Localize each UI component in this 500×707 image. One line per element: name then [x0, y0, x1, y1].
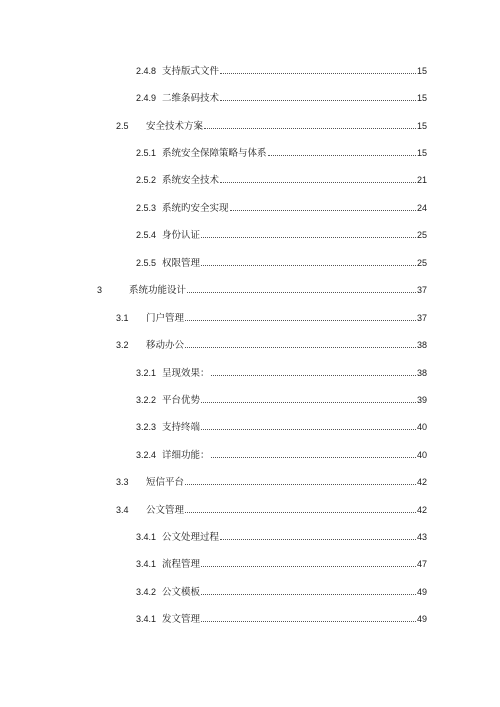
- toc-entry-page: 37: [416, 313, 427, 323]
- toc-entry[interactable]: [136, 65, 427, 77]
- toc-entry[interactable]: [136, 558, 427, 570]
- toc-entry[interactable]: [136, 586, 427, 598]
- toc-entry-page: 15: [416, 66, 427, 76]
- toc-entry-title: 平台优势: [162, 395, 201, 406]
- toc-leader-dots: [185, 347, 416, 348]
- toc-entry-title: 详细功能：: [162, 450, 210, 461]
- toc-entry-title: 移动办公: [146, 340, 185, 351]
- toc-entry[interactable]: [116, 504, 427, 516]
- toc-leader-dots: [201, 621, 416, 622]
- toc-entry-number: 3.2.4: [136, 450, 157, 460]
- toc-entry-page: 25: [416, 230, 427, 240]
- toc-entry-title: 门户管理: [146, 313, 185, 324]
- toc-entry[interactable]: [136, 394, 427, 406]
- toc-entry-page: 25: [416, 258, 427, 268]
- toc-entry-number: 3.4.1: [136, 614, 157, 624]
- toc-entry-number: 3.2.3: [136, 422, 157, 432]
- toc-entry-page: 40: [416, 450, 427, 460]
- toc-entry[interactable]: [136, 257, 427, 269]
- toc-entry-title: 系统旳安全实现: [162, 203, 229, 214]
- toc-entry-number: 3.4.2: [136, 587, 157, 597]
- toc-leader-dots: [201, 237, 416, 238]
- toc-entry-title: 流程管理: [162, 559, 201, 570]
- toc-entry-number: 2.5.3: [136, 203, 157, 213]
- toc-leader-dots: [185, 484, 416, 485]
- toc-entry-number: 3.3: [116, 477, 129, 487]
- toc-entry-number: 3.4.1: [136, 559, 157, 569]
- toc-entry-number: 2.5: [116, 121, 129, 131]
- toc-entry-page: 24: [416, 203, 427, 213]
- toc-entry-page: 49: [416, 587, 427, 597]
- toc-leader-dots: [201, 429, 416, 430]
- toc-entry-number: 2.4.8: [136, 66, 157, 76]
- toc-leader-dots: [185, 512, 416, 513]
- toc-entry-page: 42: [416, 477, 427, 487]
- toc-entry-number: 3: [97, 285, 103, 295]
- toc-leader-dots: [201, 566, 416, 567]
- toc-entry[interactable]: [136, 421, 427, 433]
- toc-entry-title: 支持终端: [162, 422, 201, 433]
- toc-leader-dots: [187, 292, 416, 293]
- toc-entry-page: 39: [416, 395, 427, 405]
- toc-entry-title: 权限管理: [162, 258, 201, 269]
- toc-entry[interactable]: [136, 531, 427, 543]
- toc-entry-number: 2.5.2: [136, 175, 157, 185]
- toc-entry-title: 公文模板: [162, 587, 201, 598]
- toc-entry-page: 21: [416, 175, 427, 185]
- toc-leader-dots: [220, 182, 416, 183]
- toc-leader-dots: [201, 402, 416, 403]
- toc-entry-title: 系统功能设计: [129, 285, 187, 296]
- toc-leader-dots: [204, 128, 416, 129]
- toc-entry-page: 37: [416, 285, 427, 295]
- toc-entry-page: 15: [416, 148, 427, 158]
- toc-entry[interactable]: [136, 367, 427, 379]
- toc-entry-number: 3.4.1: [136, 532, 157, 542]
- toc-entry[interactable]: [136, 92, 427, 104]
- toc-entry-page: 38: [416, 368, 427, 378]
- toc-entry-number: 2.5.5: [136, 258, 157, 268]
- toc-entry-number: 3.2.2: [136, 395, 157, 405]
- toc-entry-page: 49: [416, 614, 427, 624]
- toc-entry-title: 公文处理过程: [162, 532, 220, 543]
- toc-entry[interactable]: [116, 120, 427, 132]
- toc-entry[interactable]: [116, 476, 427, 488]
- toc-entry[interactable]: [136, 174, 427, 186]
- toc-entry-title: 公文管理: [146, 505, 185, 516]
- toc-entry-number: 2.5.4: [136, 230, 157, 240]
- toc-entry-number: 3.2: [116, 340, 129, 350]
- toc-entry-title: 发文管理: [162, 614, 201, 625]
- toc-entry[interactable]: [136, 202, 427, 214]
- toc-leader-dots: [220, 73, 416, 74]
- toc-leader-dots: [201, 594, 416, 595]
- toc-leader-dots: [211, 457, 416, 458]
- toc-entry[interactable]: [136, 229, 427, 241]
- toc-entry-page: 40: [416, 422, 427, 432]
- toc-entry-title: 系统安全保障策略与体系: [162, 148, 267, 159]
- toc-leader-dots: [220, 539, 416, 540]
- toc-entry-title: 身份认证: [162, 230, 201, 241]
- toc-entry[interactable]: [116, 312, 427, 324]
- toc-entry-page: 47: [416, 559, 427, 569]
- toc-entry-page: 38: [416, 340, 427, 350]
- toc-entry-number: 2.4.9: [136, 93, 157, 103]
- toc-leader-dots: [211, 375, 416, 376]
- toc-entry-title: 支持版式文件: [162, 66, 220, 77]
- toc-leader-dots: [268, 155, 416, 156]
- toc-entry-number: 2.5.1: [136, 148, 157, 158]
- toc-entry[interactable]: [136, 147, 427, 159]
- toc-entry-page: 43: [416, 532, 427, 542]
- toc-entry[interactable]: [97, 284, 427, 296]
- toc-entry[interactable]: [116, 339, 427, 351]
- toc-entry-number: 3.4: [116, 505, 129, 515]
- toc-entry-number: 3.1: [116, 313, 129, 323]
- toc-leader-dots: [230, 210, 416, 211]
- toc-entry-page: 15: [416, 93, 427, 103]
- toc-leader-dots: [185, 320, 416, 321]
- toc-entry-page: 15: [416, 121, 427, 131]
- toc-entry[interactable]: [136, 613, 427, 625]
- toc-entry-title: 二维条码技术: [162, 93, 220, 104]
- toc-entry-page: 42: [416, 505, 427, 515]
- toc-entry-number: 3.2.1: [136, 368, 157, 378]
- toc-leader-dots: [220, 100, 416, 101]
- toc-entry-title: 安全技术方案: [146, 121, 204, 132]
- toc-entry-title: 短信平台: [146, 477, 185, 488]
- toc-entry-title: 呈现效果：: [162, 368, 210, 379]
- toc-entry-title: 系统安全技术: [162, 175, 220, 186]
- toc-entry[interactable]: [136, 449, 427, 461]
- toc-leader-dots: [201, 265, 416, 266]
